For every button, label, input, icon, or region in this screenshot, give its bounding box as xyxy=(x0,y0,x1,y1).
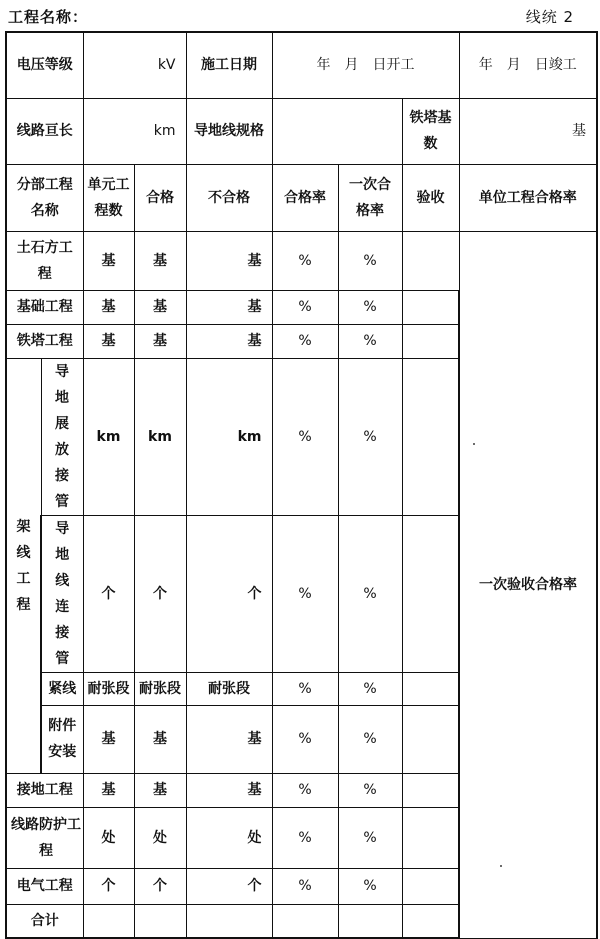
qualified-cell[interactable]: 耐张段 xyxy=(134,672,186,705)
voltage-date-row xyxy=(6,32,597,98)
first-pass-rate-cell[interactable]: % xyxy=(338,773,402,807)
first-pass-rate-cell[interactable]: % xyxy=(338,358,402,515)
ground-wire-spec-label: 导地线规格 xyxy=(186,98,272,164)
pass-rate-cell[interactable]: % xyxy=(272,705,338,773)
first-pass-rate-cell[interactable]: % xyxy=(338,231,402,290)
unit-count-cell[interactable]: 基 xyxy=(83,705,134,773)
pass-rate-cell[interactable]: % xyxy=(272,515,338,672)
pass-rate-cell[interactable]: % xyxy=(272,231,338,290)
unqualified-cell[interactable]: 个 xyxy=(186,515,272,672)
voltage-unit: kV xyxy=(83,32,186,98)
total-first-pass-rate-cell[interactable] xyxy=(338,904,402,938)
first-pass-rate-cell[interactable]: % xyxy=(338,868,402,904)
line-length-unit: km xyxy=(83,98,186,164)
qualified-cell[interactable]: 个 xyxy=(134,515,186,672)
end-date-field[interactable]: 年 月 日竣工 xyxy=(459,32,597,98)
table-row xyxy=(6,231,597,290)
unqualified-cell[interactable]: 耐张段 xyxy=(186,672,272,705)
col-unit-count: 单元工程数 xyxy=(83,164,134,231)
sub-item-name: 紧线 xyxy=(41,672,83,705)
acceptance-cell[interactable] xyxy=(402,231,459,290)
acceptance-cell[interactable] xyxy=(402,868,459,904)
total-unit-count-cell[interactable] xyxy=(83,904,134,938)
unit-count-cell[interactable]: 处 xyxy=(83,807,134,868)
sub-item-name: 导地展放接管 xyxy=(41,358,83,515)
col-qualified: 合格 xyxy=(134,164,186,231)
qualified-cell[interactable]: 处 xyxy=(134,807,186,868)
unit-count-cell[interactable]: 基 xyxy=(83,324,134,358)
acceptance-cell[interactable] xyxy=(402,515,459,672)
col-first-pass-rate: 一次合格率 xyxy=(338,164,402,231)
first-pass-rate-cell[interactable]: % xyxy=(338,515,402,672)
total-qualified-cell[interactable] xyxy=(134,904,186,938)
acceptance-cell[interactable] xyxy=(402,705,459,773)
pass-rate-cell[interactable]: % xyxy=(272,672,338,705)
unit-count-cell[interactable]: 基 xyxy=(83,290,134,324)
sub-item-name: 导地线连接管 xyxy=(41,515,83,672)
qualified-cell[interactable]: 基 xyxy=(134,231,186,290)
sub-project-name: 铁塔工程 xyxy=(6,324,83,358)
start-date-field[interactable]: 年 月 日开工 xyxy=(272,32,459,98)
unqualified-cell[interactable]: 基 xyxy=(186,324,272,358)
pass-rate-cell[interactable]: % xyxy=(272,868,338,904)
total-acceptance-cell[interactable] xyxy=(402,904,459,938)
unit-count-cell[interactable]: 个 xyxy=(83,515,134,672)
pass-rate-cell[interactable]: % xyxy=(272,358,338,515)
sub-project-name: 接地工程 xyxy=(6,773,83,807)
col-acceptance: 验收 xyxy=(402,164,459,231)
col-unqualified: 不合格 xyxy=(186,164,272,231)
unqualified-cell[interactable]: 基 xyxy=(186,231,272,290)
unit-count-cell[interactable]: 基 xyxy=(83,773,134,807)
length-row xyxy=(6,98,597,164)
ground-wire-spec-field[interactable] xyxy=(272,98,402,164)
pass-rate-cell[interactable]: % xyxy=(272,290,338,324)
sub-project-name: 线路防护工程 xyxy=(6,807,83,868)
qualified-cell[interactable]: 基 xyxy=(134,773,186,807)
unit-count-cell[interactable]: km xyxy=(83,358,134,515)
first-pass-rate-cell[interactable]: % xyxy=(338,807,402,868)
unqualified-cell[interactable]: km xyxy=(186,358,272,515)
acceptance-cell[interactable] xyxy=(402,773,459,807)
pass-rate-cell[interactable]: % xyxy=(272,773,338,807)
quality-statistics-table xyxy=(5,31,598,939)
qualified-cell[interactable]: 基 xyxy=(134,290,186,324)
first-pass-rate-cell[interactable]: % xyxy=(338,672,402,705)
first-pass-rate-cell[interactable]: % xyxy=(338,324,402,358)
acceptance-cell[interactable] xyxy=(402,290,459,324)
total-unqualified-cell[interactable] xyxy=(186,904,272,938)
construction-date-label: 施工日期 xyxy=(186,32,272,98)
line-length-label: 线路亘长 xyxy=(6,98,83,164)
unit-count-cell[interactable]: 基 xyxy=(83,231,134,290)
tower-count-unit: 基 xyxy=(459,98,597,164)
column-header-row xyxy=(6,164,597,231)
voltage-label: 电压等级 xyxy=(6,32,83,98)
acceptance-cell[interactable] xyxy=(402,807,459,868)
col-unit-pass-rate: 单位工程合格率 xyxy=(459,164,597,231)
total-pass-rate-cell[interactable] xyxy=(272,904,338,938)
total-label: 合计 xyxy=(6,904,83,938)
form-code: 线统 2 xyxy=(525,8,574,26)
qualified-cell[interactable]: 基 xyxy=(134,705,186,773)
sub-project-name: 电气工程 xyxy=(6,868,83,904)
unqualified-cell[interactable]: 基 xyxy=(186,705,272,773)
first-pass-rate-cell[interactable]: % xyxy=(338,705,402,773)
qualified-cell[interactable]: km xyxy=(134,358,186,515)
qualified-cell[interactable]: 个 xyxy=(134,868,186,904)
sub-project-name: 土石方工程 xyxy=(6,231,83,290)
sub-project-name: 基础工程 xyxy=(6,290,83,324)
pass-rate-cell[interactable]: % xyxy=(272,807,338,868)
unqualified-cell[interactable]: 基 xyxy=(186,773,272,807)
unit-count-cell[interactable]: 耐张段 xyxy=(83,672,134,705)
project-name-label: 工程名称： xyxy=(8,8,89,26)
first-pass-rate-cell[interactable]: % xyxy=(338,290,402,324)
pass-rate-cell[interactable]: % xyxy=(272,324,338,358)
acceptance-cell[interactable] xyxy=(402,672,459,705)
acceptance-cell[interactable] xyxy=(402,358,459,515)
unqualified-cell[interactable]: 个 xyxy=(186,868,272,904)
unit-first-pass-rate-note: 一次验收合格率 xyxy=(459,231,597,938)
col-sub-project: 分部工程名称 xyxy=(6,164,83,231)
tower-count-label: 铁塔基数 xyxy=(402,98,459,164)
sub-item-name: 附件安装 xyxy=(41,705,83,773)
unqualified-cell[interactable]: 基 xyxy=(186,290,272,324)
unit-count-cell[interactable]: 个 xyxy=(83,868,134,904)
overhead-line-group-label: 架线工程 xyxy=(6,358,41,773)
unqualified-cell[interactable]: 处 xyxy=(186,807,272,868)
acceptance-cell[interactable] xyxy=(402,324,459,358)
qualified-cell[interactable]: 基 xyxy=(134,324,186,358)
col-pass-rate: 合格率 xyxy=(272,164,338,231)
